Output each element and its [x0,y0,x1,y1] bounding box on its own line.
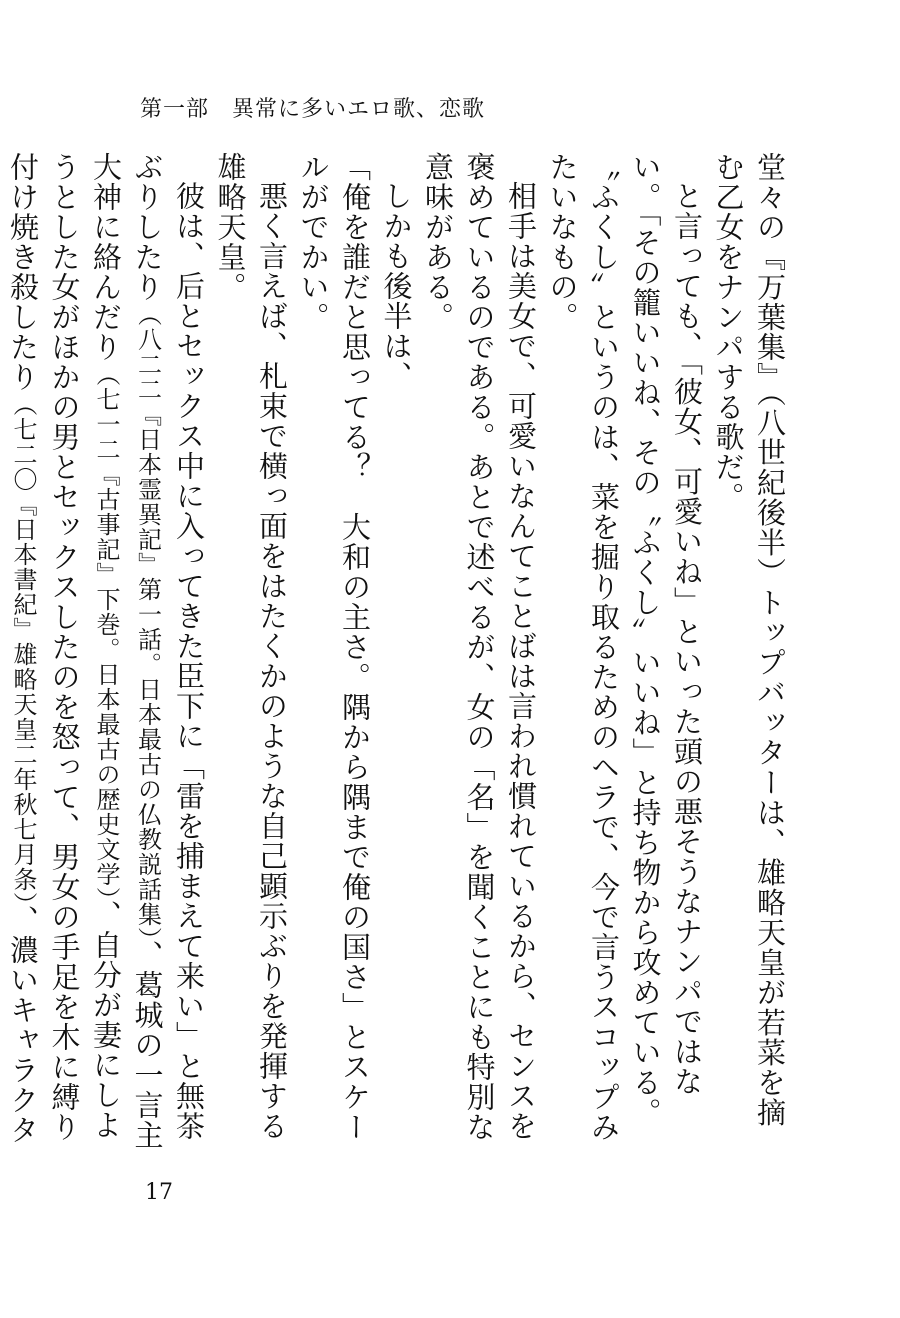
paragraph-7-text-e: 、自分が妻にしようとした女がほかの男とセックスしたのを怒って、男女の手足を木に縛り付け焼き殺したり [6,152,123,1142]
citation-kojiki: （七一二『古事記』下巻。日本最古の歴史文学） [92,362,120,900]
paragraph-7-text-g: 、濃いキャラクタ [6,905,40,1145]
paragraph-6: 悪く言えば、札束で横っ面をはたくかのような自己顕示ぶりを発揮する雄略天皇。 [213,152,289,1141]
citation-nihon-ryoiki: （八二二『日本霊異記』第一話。日本最古の仏教説話集） [133,302,162,940]
paragraph-3: 相手は美女で、可愛いなんてことばは言われ慣れているから、センスを褒めているのである。あとで述べるが、女の「名」を聞くことにも特別な意味がある。 [421,152,538,1142]
running-title: 第一部 異常に多いエロ歌、恋歌 [140,97,486,122]
paragraph-4: しかも後半は、 [379,181,414,391]
quote-paragraph: 「俺を誰だと思ってる？ 大和の主さ。隅から隅まで俺の国さ」とスケールがでかい。 [296,152,372,1142]
citation-nihon-shoki: （七二〇『日本書紀』雄略天皇二年秋七月条） [9,392,37,905]
body-text [6,152,790,1152]
paragraph-7-text-a: 彼は、后とセックス中に入ってきた臣下に「雷を捕まえて来い」と無茶ぶりしたり [130,152,206,1141]
paragraph-7-text-c: 、葛城の一言主大神に絡んだり [89,152,165,1150]
paragraph-1: 堂々の『万葉集』（八世紀後半）トップバッターは、雄略天皇が若菜を摘む乙女をナンパする歌だ。 [711,152,787,1128]
page-number: 17 [145,1180,173,1205]
paragraph-7 [0,152,209,1152]
paragraph-2: と言っても、「彼女、可愛いね」といった頭の悪そうなナンパではない。「その籠いいね、その〝ふくし〟いいね」と持ち物から攻めている。〝ふくし〟というのは、菜を掘り取るためのヘラで、今で言うスコップみたいなもの。 [545,152,704,1142]
